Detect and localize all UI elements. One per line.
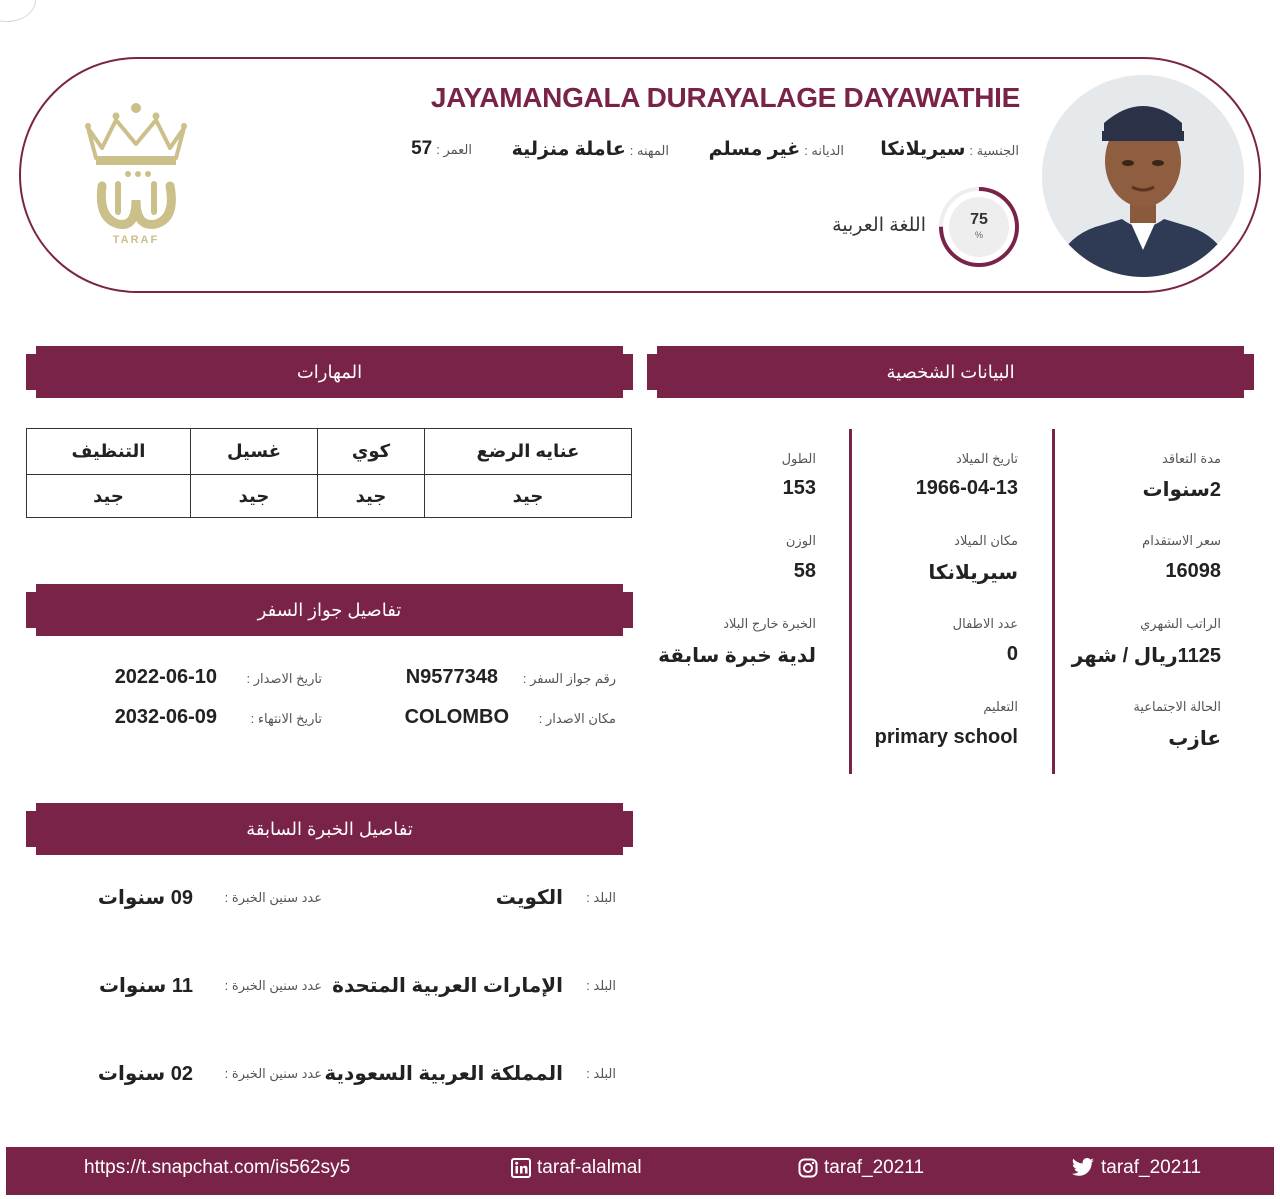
- crown-logo-icon: [80, 100, 192, 250]
- profession-field: [512, 138, 669, 164]
- profession-value: عاملة منزلية: [511, 139, 626, 160]
- logo-wordmark: TARAF: [112, 234, 160, 246]
- corner-decoration: [0, 0, 36, 22]
- birth-place-value: سيريلانكا: [928, 562, 1018, 584]
- linkedin-link[interactable]: [511, 1157, 642, 1179]
- experience-country-label: البلد :: [586, 1066, 616, 1081]
- language-label: اللغة العربية: [832, 215, 926, 236]
- issue-date-label: تاريخ الاصدار :: [246, 671, 322, 686]
- expiry-date-value: 2032-06-09: [114, 706, 217, 728]
- skill-value: جيد: [318, 475, 425, 518]
- hire-price-value: 16098: [1165, 560, 1221, 582]
- instagram-link-text: taraf_20211: [824, 1157, 925, 1178]
- marital-value: عازب: [1168, 728, 1221, 750]
- experience-years-label: عدد سنين الخبرة :: [224, 978, 322, 993]
- birth-date-value: 1966-04-13: [915, 477, 1018, 499]
- linkedin-icon: [511, 1158, 531, 1178]
- language-percent-value: 75: [970, 211, 988, 228]
- nationality-label: الجنسية :: [969, 143, 1019, 158]
- abroad-experience-label: الخبرة خارج البلاد: [723, 616, 816, 631]
- profession-label: المهنه :: [629, 143, 669, 158]
- skills-table: [26, 428, 632, 518]
- skill-header: غسيل: [191, 429, 318, 475]
- marital-label: الحالة الاجتماعية: [1133, 699, 1221, 714]
- snapchat-link-text: https://t.snapchat.com/is562sy5: [84, 1157, 351, 1178]
- issue-place-label: مكان الاصدار :: [538, 711, 616, 726]
- column-divider: [849, 429, 852, 774]
- contract-value: 2سنوات: [1142, 479, 1221, 501]
- skills-banner: [26, 346, 633, 398]
- children-value: 0: [1006, 643, 1018, 665]
- children-label: عدد الاطفال: [952, 616, 1018, 631]
- age-value: 57: [411, 138, 433, 159]
- salary-value: 1125ريال / شهر: [1071, 645, 1221, 667]
- passport-number-label: رقم جواز السفر :: [522, 671, 616, 686]
- experience-years-value: 11 سنوات: [98, 975, 193, 997]
- expiry-date-label: تاريخ الانتهاء :: [250, 711, 322, 726]
- column-divider: [1052, 429, 1055, 774]
- skill-header: التنظيف: [27, 429, 191, 475]
- twitter-link[interactable]: [1071, 1157, 1201, 1179]
- skill-header: عنايه الرضع: [425, 429, 632, 475]
- age-field: [411, 138, 472, 164]
- religion-field: [709, 138, 844, 164]
- religion-label: الديانه :: [804, 143, 844, 158]
- passport-banner: [26, 584, 633, 636]
- experience-country-label: البلد :: [586, 890, 616, 905]
- skills-value-row: [27, 475, 632, 518]
- nationality-value: سيريلانكا: [880, 139, 966, 160]
- passport-number-value: N9577348: [405, 666, 498, 688]
- candidate-name: JAYAMANGALA DURAYALAGE DAYAWATHIE: [430, 82, 1020, 113]
- twitter-icon: [1071, 1158, 1095, 1178]
- religion-value: غير مسلم: [708, 139, 801, 160]
- age-label: العمر :: [436, 142, 472, 157]
- instagram-link[interactable]: [798, 1157, 924, 1179]
- experience-country-label: البلد :: [586, 978, 616, 993]
- experience-years-value: 02 سنوات: [97, 1063, 193, 1085]
- skills-header-row: [27, 429, 632, 475]
- personal-data-banner: [647, 346, 1254, 398]
- twitter-link-text: taraf_20211: [1101, 1157, 1202, 1178]
- experience-country-value: الكويت: [495, 887, 563, 909]
- education-value: primary school: [874, 726, 1018, 748]
- issue-place-value: COLOMBO: [404, 706, 509, 728]
- linkedin-link-text: taraf-alalmal: [537, 1157, 642, 1178]
- language-percent-sign: %: [974, 230, 983, 240]
- issue-date-value: 2022-06-10: [114, 666, 217, 688]
- nationality-field: [880, 138, 1019, 164]
- experience-country-value: المملكة العربية السعودية: [324, 1063, 563, 1085]
- experience-title: تفاصيل الخبرة السابقة: [246, 818, 413, 839]
- snapchat-link[interactable]: [84, 1157, 350, 1179]
- experience-banner: [26, 803, 633, 855]
- experience-years-value: 09 سنوات: [97, 887, 193, 909]
- skill-value: جيد: [27, 475, 191, 518]
- passport-title: تفاصيل جواز السفر: [257, 599, 402, 620]
- instagram-icon: [798, 1158, 818, 1178]
- height-label: الطول: [781, 451, 816, 466]
- skill-header: كوي: [318, 429, 425, 475]
- experience-years-label: عدد سنين الخبرة :: [224, 1066, 322, 1081]
- birth-date-label: تاريخ الميلاد: [955, 451, 1018, 466]
- weight-value: 58: [793, 560, 816, 582]
- skill-value: جيد: [425, 475, 632, 518]
- salary-label: الراتب الشهري: [1140, 616, 1221, 631]
- experience-years-label: عدد سنين الخبرة :: [224, 890, 322, 905]
- birth-place-label: مكان الميلاد: [954, 533, 1018, 548]
- height-value: 153: [782, 477, 816, 499]
- abroad-experience-value: لدية خبرة سابقة: [658, 645, 816, 667]
- skill-value: جيد: [191, 475, 318, 518]
- weight-label: الوزن: [785, 533, 816, 548]
- personal-data-title: البيانات الشخصية: [886, 361, 1015, 382]
- candidate-photo: [1042, 75, 1244, 277]
- education-label: التعليم: [983, 699, 1018, 714]
- skills-title: المهارات: [296, 361, 363, 382]
- experience-country-value: الإمارات العربية المتحدة: [332, 975, 563, 997]
- hire-price-label: سعر الاستقدام: [1142, 533, 1221, 548]
- contract-label: مدة التعاقد: [1162, 451, 1221, 466]
